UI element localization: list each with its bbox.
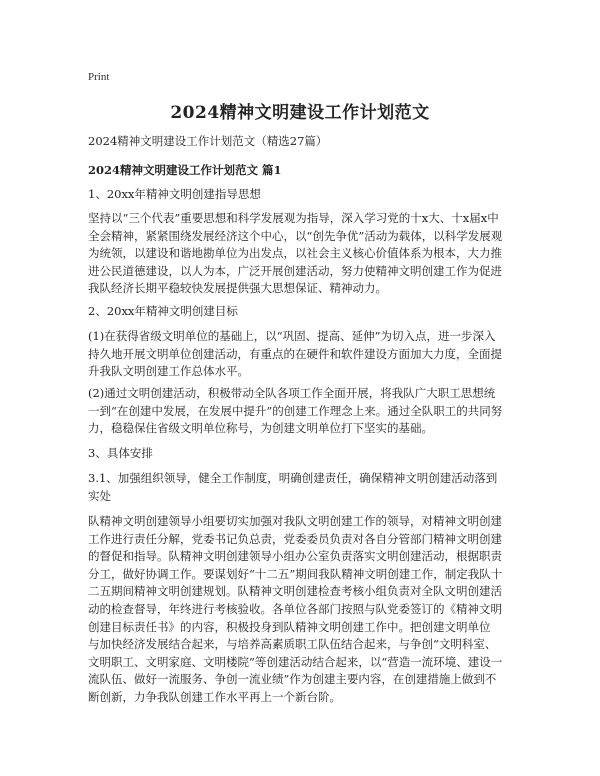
paragraph-guiding-ideology: [88, 210, 513, 298]
text-line: 动的检查督导，年终进行考核验收。各单位各部门按照与队党委签订的《精神文明: [88, 601, 502, 616]
text-line: 一到“在创建中发展，在发展中提升”的创建工作理念上来。通过全队职工的共同努: [88, 403, 503, 418]
paragraph-arrangement-body: [88, 513, 513, 707]
text-line: 坚持以“三个代表”重要思想和科学发展观为指导，深入学习党的十x大、十x届x中: [88, 211, 499, 225]
text-line: 创建目标责任书》的内容，积极投身到队精神文明创建工作中。把创建文明单位: [88, 619, 491, 634]
heading-goals: 2、20xx年精神文明创建目标: [88, 304, 238, 318]
heading-guiding-ideology: 1、20xx年精神文明创建指导思想: [88, 187, 261, 201]
text-line: 持久地开展文明单位创建活动，有重点的在硬件和软件建设方面加大力度，全面提: [88, 346, 502, 361]
text-line: 为统领，以建设和谐地勘单位为出发点，以社会主义核心价值体系为根本，大力推: [88, 246, 502, 261]
text-line: 分工，做好协调工作。要谋划好“十二五”期间我队精神文明创建工作，制定我队十: [88, 566, 503, 581]
text-line: 我队经济长期平稳较快发展提供强大思想保证、精神动力。: [88, 281, 387, 296]
subtitle: 2024精神文明建设工作计划范文（精选27篇）: [88, 134, 328, 148]
page-title: 2024精神文明建设工作计划范文: [170, 103, 430, 123]
text-line: (1)在获得省级文明单位的基础上，以“巩固、提高、延伸”为切入点，进一步深入: [88, 329, 496, 343]
paragraph-goal-2: [88, 385, 513, 438]
text-line: 的督促和指导。队精神文明创建领导小组办公室负责落实文明创建活动，根据职责: [88, 549, 502, 564]
text-line: 二五期间精神文明创建规划。队精神文明创建检查考核小组负责对全队文明创建活: [88, 584, 502, 599]
text-line: 与加快经济发展结合起来，与培养高素质职工队伍结合起来，与争创“文明科室、: [88, 637, 497, 652]
text-line: 全会精神，紧紧围绕发展经济这个中心，以“创先争优”活动为载体，以科学发展观: [88, 228, 503, 243]
text-line: 队精神文明创建领导小组要切实加强对我队文明创建工作的领导，对精神文明创建: [88, 514, 502, 528]
text-line: 工作进行责任分解，党委书记负总责，党委委员负责对各自分管部门精神文明创建: [88, 531, 502, 546]
text-line: 断创新，力争我队创建工作水平再上一个新台阶。: [88, 689, 341, 704]
text-line: 3.1、加强组织领导，健全工作制度，明确创建责任，确保精神文明创建活动落到: [88, 471, 498, 485]
text-line: 流队伍、做好一流服务、争创一流业绩”作为创建主要内容，在创建措施上做到不: [88, 672, 497, 687]
text-line: 实处: [88, 488, 111, 503]
paragraph-arrangement-title: [88, 470, 513, 505]
print-label[interactable]: Print: [88, 71, 110, 83]
text-line: 升我队文明创建工作总体水平。: [88, 364, 249, 379]
text-line: 文明职工、文明家庭、文明楼院”等创建活动结合起来，以“营造一流环境、建设一: [88, 654, 503, 669]
paragraph-goal-1: [88, 328, 513, 381]
heading-arrangements: 3、具体安排: [88, 446, 153, 460]
text-line: 力，稳稳保住省级文明单位称号，为创建文明单位打下坚实的基础。: [88, 421, 433, 436]
section-title: 2024精神文明建设工作计划范文 篇1: [88, 163, 282, 177]
text-line: 进公民道德建设，以人为本，广泛开展创建活动，努力使精神文明创建工作为促进: [88, 263, 502, 278]
text-line: (2)通过文明创建活动，积极带动全队各项工作全面开展，将我队广大职工思想统: [88, 386, 496, 400]
